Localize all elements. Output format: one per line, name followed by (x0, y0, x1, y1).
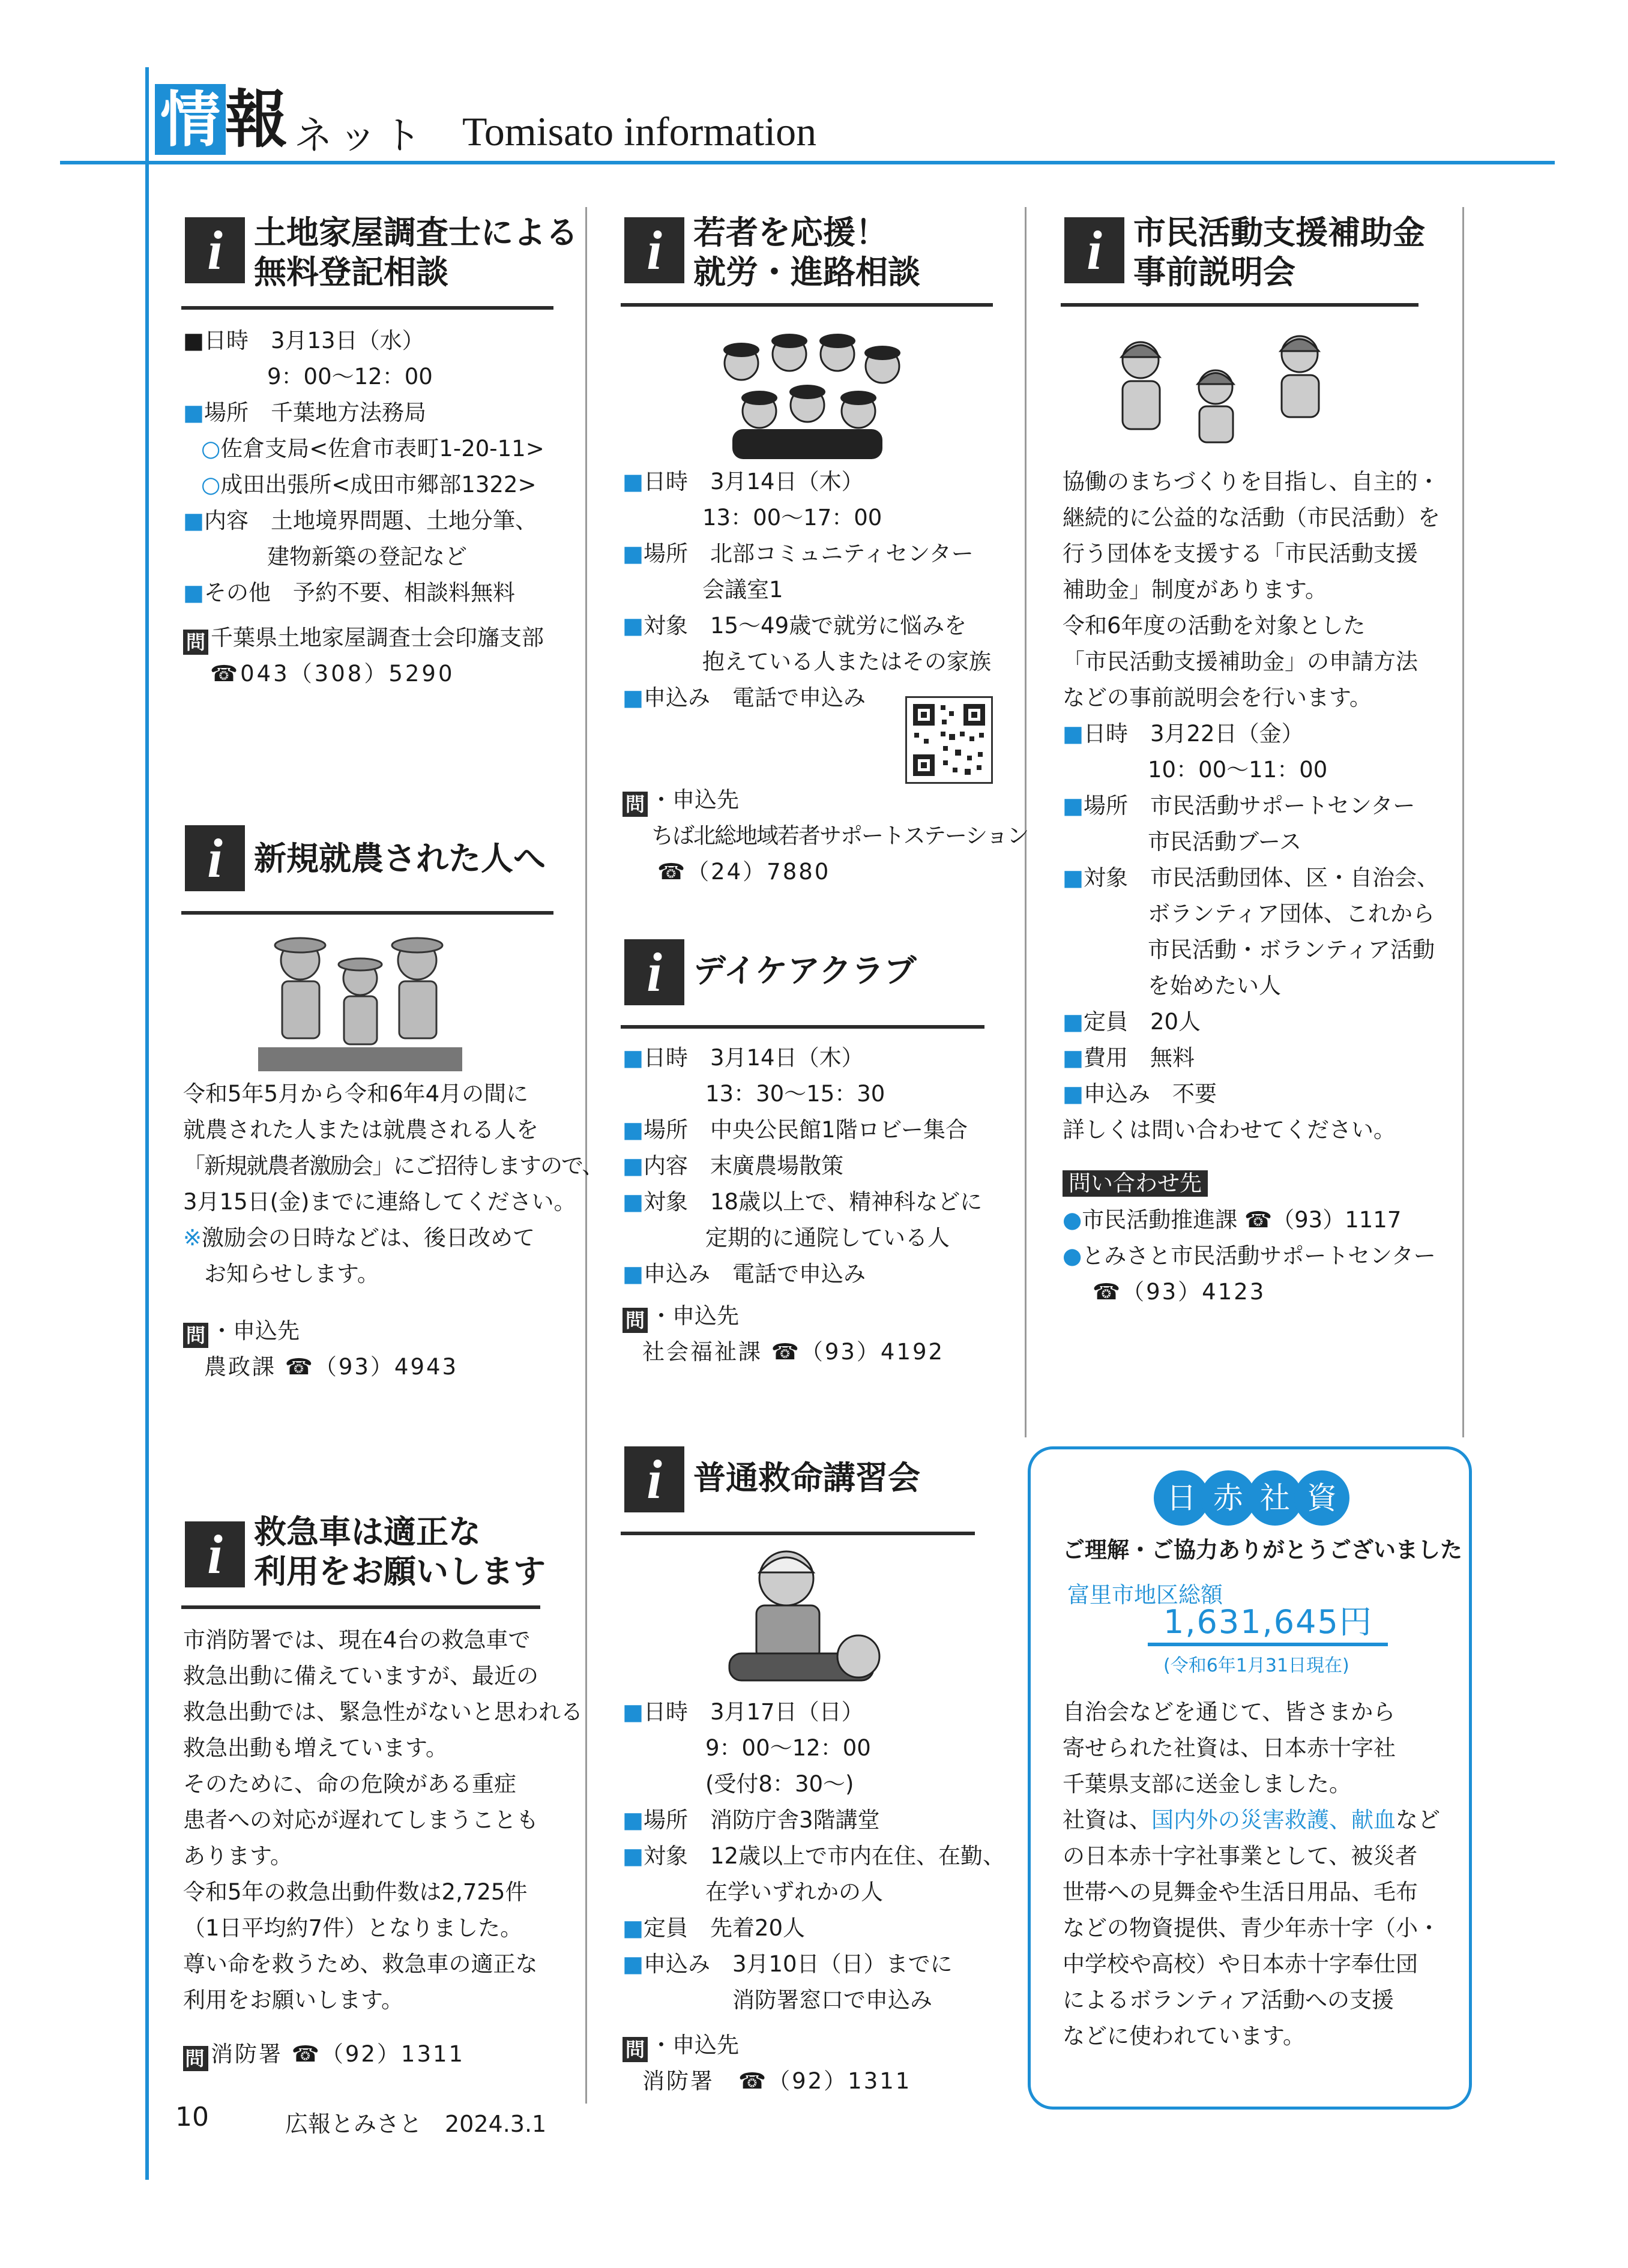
header-underline (60, 161, 1555, 164)
redcross-char: 日 (1154, 1470, 1209, 1526)
text-line: ■対象 市民活動団体、区・自治会、 (1063, 865, 1439, 891)
bullet-marker: ■ (623, 685, 644, 711)
bullet-marker: ■ (1063, 721, 1084, 747)
contact-org: 社会福祉課 ☎（93）4192 (642, 1339, 945, 1365)
article-title-registration: 土地家屋調査士による 無料登記相談 (254, 214, 578, 291)
inquiry-badge: 問 (183, 630, 208, 655)
text-line: 救急出動も増えています。 (183, 1735, 448, 1761)
text-line: ■日時 3月14日（木） (623, 469, 864, 495)
text-line: 利用をお願いします。 (183, 1987, 404, 2013)
text-line: ■日時 3月22日（金） (1063, 721, 1304, 747)
contact-line: ●とみさと市民活動サポートセンター (1063, 1243, 1436, 1269)
text-line: 10：00～11：00 (1148, 757, 1328, 783)
text-line: 定期的に通院している人 (705, 1225, 950, 1251)
header-net: ネット (294, 114, 427, 158)
text-line: 詳しくは問い合わせてください。 (1063, 1117, 1396, 1143)
text-line: ※激励会の日時などは、後日改めて (183, 1225, 535, 1251)
text-line: 補助金」制度があります。 (1063, 577, 1328, 603)
article-title-youth: 若者を応援！ 就労・進路相談 (693, 214, 920, 291)
text-line: ボランティア団体、これから (1148, 901, 1435, 927)
bullet-marker: ■ (623, 1261, 644, 1287)
text-line: 中学校や高校）や日本赤十字奉仕団 (1063, 1951, 1418, 1977)
contact-tel: ☎（24）7880 (657, 859, 831, 885)
text-line: 9：00～12：00 (267, 364, 433, 390)
bullet-marker: ■ (623, 613, 644, 639)
text-line: 協働のまちづくりを目指し、自主的・ (1063, 469, 1440, 495)
info-icon: i (1064, 217, 1124, 283)
article-title-farmer: 新規就農された人へ (254, 840, 546, 877)
contact-org: ちば北総地域若者サポートステーション (651, 823, 1028, 849)
text-line: (受付8：30～) (705, 1771, 854, 1797)
bullet-marker: ■ (623, 1699, 644, 1725)
text-line: ■場所 消防庁舎3階講堂 (623, 1807, 880, 1833)
bullet-marker: ■ (623, 1153, 644, 1179)
info-icon: i (624, 939, 684, 1005)
text-line: 令和5年5月から令和6年4月の間に (183, 1081, 529, 1107)
article-title-daycare: デイケアクラブ (693, 952, 917, 990)
text-line: ■場所 市民活動サポートセンター (1063, 793, 1415, 819)
text-line: 抱えている人またはその家族 (702, 649, 991, 675)
text-line: 市民活動ブース (1148, 829, 1302, 855)
title-rule (621, 1025, 984, 1029)
text-line: 自治会などを通じて、皆さまから (1063, 1699, 1396, 1725)
redcross-char: 赤 (1201, 1470, 1256, 1526)
text-line: 会議室1 (702, 577, 783, 603)
header-kanji-ho: 報 (225, 82, 288, 156)
inquiry-badge: 問 (623, 2037, 648, 2062)
text-line: 救急出動に備えていますが、最近の (183, 1663, 538, 1689)
farmers-illustration (258, 927, 462, 1071)
redcross-char: 社 (1247, 1470, 1303, 1526)
bullet-marker: ■ (623, 469, 644, 495)
text-line: ■日時 3月14日（木） (623, 1045, 864, 1071)
column-divider-edge (1462, 207, 1464, 1437)
text-line: ■定員 20人 (1063, 1009, 1201, 1035)
text-line: ■対象 18歳以上で、精神科などに (623, 1189, 983, 1215)
bullet-marker: ■ (623, 1189, 644, 1215)
text-line: ■申込み 電話で申込み (623, 1261, 866, 1287)
bullet-marker: ■ (623, 1045, 644, 1071)
total-as-of: (令和6年1月31日現在) (1163, 1655, 1349, 1676)
text-line: 世帯への見舞金や生活日用品、毛布 (1063, 1879, 1418, 1905)
bullet-marker: ■ (623, 1951, 644, 1977)
text-line: あります。 (183, 1843, 293, 1869)
bullet-marker: ■ (623, 1807, 644, 1833)
bullet-marker: ■ (1063, 1045, 1084, 1071)
contact-line: 問 千葉県土地家屋調査士会印旛支部 (183, 624, 544, 655)
text-line: ■内容 末廣農場散策 (623, 1153, 843, 1179)
text-line: 千葉県支部に送金しました。 (1063, 1771, 1351, 1797)
title-rule (621, 303, 993, 307)
cpr-illustration (723, 1542, 891, 1692)
text-line: ■場所 千葉地方法務局 (183, 400, 426, 426)
bullet-marker: ● (1063, 1207, 1082, 1233)
text-line: 令和5年の救急出動件数は2,725件 (183, 1879, 528, 1905)
text-line: 令和6年度の活動を対象とした (1063, 613, 1366, 639)
text-line: 行う団体を支援する「市民活動支援 (1063, 541, 1418, 567)
text-line: ■対象 15～49歳で就労に悩みを (623, 613, 967, 639)
title-rule (181, 1605, 540, 1609)
text-line: 13：30～15：30 (705, 1081, 885, 1107)
text-line: 「新規就農者激励会」にご招待しますので、 (183, 1153, 603, 1179)
inquiry-badge: 問 (183, 1323, 208, 1348)
text-line: ■費用 無料 (1063, 1045, 1195, 1071)
inquiry-badge: 問 (183, 2046, 208, 2071)
article-title-cpr: 普通救命講習会 (693, 1459, 920, 1497)
text-line: そのために、命の危険がある重症 (183, 1771, 516, 1797)
text-line: ■申込み 電話で申込み (623, 685, 866, 711)
text-line: などの物資提供、青少年赤十字（小・ (1063, 1915, 1440, 1941)
text-line: ○佐倉支局<佐倉市表町1-20-11> (201, 436, 544, 462)
bullet-marker: ■ (623, 1843, 644, 1869)
bullet-marker: ■ (183, 400, 204, 426)
text-line: 寄せられた社資は、日本赤十字社 (1063, 1735, 1396, 1761)
text-line: 患者への対応が遅れてしまうことも (183, 1807, 538, 1833)
info-icon: i (624, 1446, 684, 1512)
text-line: によるボランティア活動への支援 (1063, 1987, 1394, 2013)
bullet-marker: ○ (201, 472, 221, 498)
bullet-marker: ■ (623, 1117, 644, 1143)
contact-line: ●市民活動推進課 ☎（93）1117 (1063, 1207, 1402, 1233)
info-icon: i (624, 217, 684, 283)
text-line: ■内容 土地境界問題、土地分筆、 (183, 508, 537, 534)
text-line: 尊い命を救うため、救急車の適正な (183, 1951, 538, 1977)
text-line: ■日時 3月17日（日） (623, 1699, 864, 1725)
text-line: 市消防署では、現在4台の救急車で (183, 1627, 531, 1653)
text-line: 消防署窓口で申込み (732, 1987, 932, 2013)
page-margin-line (145, 67, 149, 2180)
text-line: ■その他 予約不要、相談料無料 (183, 580, 515, 606)
contact-org: 農政課 ☎（93）4943 (204, 1354, 459, 1380)
bullet-marker: ■ (183, 580, 204, 606)
text-line: 社資は、国内外の災害救護、献血など (1063, 1807, 1440, 1833)
contact-tel: ☎（93）4123 (1093, 1279, 1266, 1305)
info-icon: i (185, 1521, 245, 1587)
text-line: ■場所 北部コミュニティセンター (623, 541, 974, 567)
header-kanji-jo: 情 (155, 84, 226, 155)
redcross-char: 資 (1294, 1470, 1349, 1526)
bullet-marker: ● (1063, 1243, 1082, 1269)
total-underline (1148, 1643, 1388, 1646)
text-line: 在学いずれかの人 (705, 1879, 883, 1905)
volunteers-illustration (1105, 321, 1345, 453)
text-line: 13：00～17：00 (702, 505, 882, 531)
publication-info: 広報とみさと 2024.3.1 (285, 2111, 547, 2137)
contact-line: 問 ・申込先 (623, 1302, 739, 1333)
bullet-marker: ■ (1063, 1081, 1084, 1107)
bullet-marker: ○ (201, 436, 221, 462)
bullet-marker: ■ (1063, 793, 1084, 819)
text-line: などの事前説明会を行います。 (1063, 685, 1372, 711)
contact-line: 問 消防署 ☎（92）1311 (183, 2041, 465, 2071)
text-line: 建物新築の登記など (267, 544, 467, 570)
text-line: 「市民活動支援補助金」の申請方法 (1063, 649, 1418, 675)
text-line: お知らせします。 (204, 1261, 379, 1287)
bullet-marker: ■ (1063, 1009, 1084, 1035)
text-line: 救急出動では、緊急性がないと思われる (183, 1699, 583, 1725)
total-value: 1,631,645円 (1163, 1603, 1373, 1641)
contact-line: 問 ・申込先 (183, 1317, 300, 1348)
contact-line: 問 ・申込先 (623, 2032, 739, 2062)
info-icon: i (185, 217, 245, 283)
contact-tel: ☎043（308）5290 (210, 661, 455, 687)
bullet-marker: ※ (183, 1225, 202, 1251)
text-line: ■定員 先着20人 (623, 1915, 806, 1941)
title-rule (181, 911, 553, 915)
text-line: ■対象 12歳以上で市内在住、在勤、 (623, 1843, 1005, 1869)
contact-org: 消防署 ☎（92）1311 (642, 2068, 912, 2094)
redcross-thanks: ご理解・ご協力ありがとうございました (1063, 1537, 1462, 1563)
text-line: 3月15日(金)までに連絡してください。 (183, 1189, 576, 1215)
inquiry-badge: 問 (623, 792, 648, 817)
text-line: などに使われています。 (1063, 2023, 1306, 2049)
article-title-ambulance: 救急車は適正な 利用をお願いします (254, 1513, 546, 1590)
text-line: 継続的に公益的な活動（市民活動）を (1063, 505, 1440, 531)
info-icon: i (185, 825, 245, 891)
text-line: ○成田出張所<成田市郷部1322> (201, 472, 537, 498)
qr-code[interactable] (905, 696, 993, 784)
bullet-marker: ■ (623, 541, 644, 567)
title-rule (181, 306, 553, 310)
text-line: ■日時 3月13日（水） (183, 328, 424, 353)
text-line: （1日平均約7件）となりました。 (183, 1915, 523, 1941)
text-line: を始めたい人 (1148, 973, 1281, 999)
inquiry-badge: 問 (623, 1308, 648, 1333)
title-rule (1061, 303, 1418, 307)
title-rule (621, 1532, 975, 1535)
text-line: ■場所 中央公民館1階ロビー集合 (623, 1117, 968, 1143)
article-title-civic-subsidy: 市民活動支援補助金 事前説明会 (1133, 214, 1425, 291)
header-english-title: Tomisato information (462, 109, 817, 154)
cheering-group-illustration (708, 321, 906, 459)
bullet-marker: ■ (1063, 865, 1084, 891)
total-label: 富里市地区総額 (1067, 1582, 1223, 1608)
text-line: ■申込み 3月10日（日）までに (623, 1951, 953, 1977)
bullet-marker: ■ (623, 1915, 644, 1941)
page-number: 10 (175, 2102, 209, 2132)
text-line: ■申込み 不要 (1063, 1081, 1217, 1107)
text-line: 就農された人または就農される人を (183, 1117, 538, 1143)
bullet-marker: ■ (183, 508, 204, 534)
contact-line: 問 ・申込先 (623, 786, 739, 817)
text-line: の日本赤十字社事業として、被災者 (1063, 1843, 1418, 1869)
text-line: 9：00～12：00 (705, 1735, 871, 1761)
inquiry-label: 問い合わせ先 (1063, 1170, 1208, 1197)
text-line: 市民活動・ボランティア活動 (1148, 937, 1435, 963)
